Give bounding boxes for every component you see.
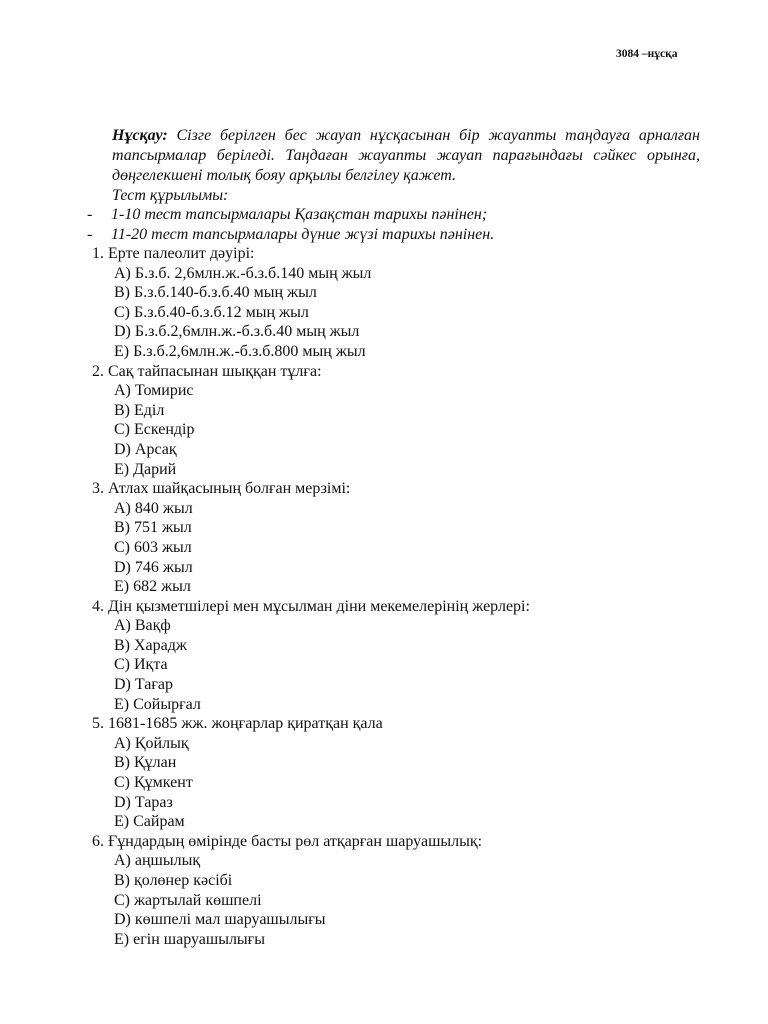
answer-option-d: D) Арсақ bbox=[114, 440, 177, 458]
question-text: 3. Атлах шайқасының болған мерзімі: bbox=[92, 480, 351, 498]
answer-option-a: A) Томирис bbox=[114, 382, 194, 400]
answer-option-e: E) Б.з.б.2,6млн.ж.-б.з.б.800 мың жыл bbox=[114, 342, 366, 360]
structure-item bbox=[87, 225, 494, 245]
instructions-text: Сізге берілген бес жауап нұсқасынан бір жауапты таңдауға арналған тапсырмалар беріледі. Таңдаған жауапты жауап парағындағы сәйкес орынға, дөңгелекшені толық бояу арқылы белгілеу қажет. bbox=[112, 127, 700, 184]
answer-option-b: B) қолөнер кәсібі bbox=[114, 872, 233, 889]
answer-option-d: D) көшпелі мал шаруашылығы bbox=[114, 911, 326, 929]
answer-option-e: E) Сойырғал bbox=[114, 695, 201, 713]
answer-option-c: C) 603 жыл bbox=[114, 538, 192, 556]
answer-option-e: E) егін шаруашылығы bbox=[114, 930, 265, 948]
answer-option-a: A) аңшылық bbox=[114, 852, 201, 870]
question-text: 2. Сақ тайпасынан шыққан тұлға: bbox=[92, 362, 322, 380]
answer-option-b: B) 751 жыл bbox=[114, 519, 192, 537]
answer-option-e: E) 682 жыл bbox=[114, 578, 191, 596]
answer-option-b: B) Құлан bbox=[114, 754, 177, 772]
answer-option-d: D) Тағар bbox=[114, 676, 174, 694]
list-dash: - bbox=[87, 226, 93, 243]
instructions-label: Нұсқау: bbox=[112, 127, 168, 144]
structure-item bbox=[87, 205, 487, 225]
answer-option-a: A) Қойлық bbox=[114, 734, 189, 752]
answer-option-c: C) жартылай көшпелі bbox=[114, 891, 262, 909]
test-structure-title: Тест құрылымы: bbox=[112, 187, 229, 204]
answer-option-e: E) Дарий bbox=[114, 460, 177, 478]
question-list bbox=[92, 244, 692, 949]
question-6 bbox=[92, 832, 692, 950]
question-3 bbox=[92, 479, 692, 597]
answer-option-a: A) Вақф bbox=[114, 617, 171, 635]
answer-option-e: E) Сайрам bbox=[114, 813, 185, 831]
answer-option-a: A) Б.з.б. 2,6млн.ж.-б.з.б.140 мың жыл bbox=[114, 264, 372, 282]
answer-option-c: C) Құмкент bbox=[114, 774, 193, 792]
answer-option-c: C) Б.з.б.40-б.з.б.12 мың жыл bbox=[114, 303, 309, 321]
answer-option-c: C) Ескендір bbox=[114, 421, 195, 439]
answer-option-c: C) Иқта bbox=[114, 656, 168, 674]
list-dash: - bbox=[87, 206, 93, 223]
answer-option-b: B) Харадж bbox=[114, 636, 187, 654]
question-text: 6. Ғұндардың өмірінде басты рөл атқарған шаруашылық: bbox=[92, 832, 483, 850]
question-text: 5. 1681-1685 жж. жоңғарлар қиратқан қала bbox=[92, 715, 383, 733]
question-1 bbox=[92, 244, 692, 362]
structure-item-text: 11-20 тест тапсырмалары дүние жүзі тарихы пәнінен. bbox=[111, 226, 495, 243]
question-text: 4. Дін қызметшілері мен мұсылман діни мекемелерінің жерлері: bbox=[92, 597, 530, 615]
structure-item-text: 1-10 тест тапсырмалары Қазақстан тарихы пәнінен; bbox=[111, 206, 488, 223]
question-text: 1. Ерте палеолит дәуірі: bbox=[92, 245, 255, 262]
answer-option-d: D) Б.з.б.2,6млн.ж.-б.з.б.40 мың жыл bbox=[114, 323, 360, 341]
answer-option-b: B) Б.з.б.140-б.з.б.40 мың жыл bbox=[114, 284, 317, 302]
answer-option-a: A) 840 жыл bbox=[114, 499, 193, 517]
variant-number: 3084 –нұсқа bbox=[616, 48, 678, 60]
question-2 bbox=[92, 362, 692, 480]
answer-option-d: D) Тараз bbox=[114, 793, 173, 811]
question-4 bbox=[92, 597, 692, 715]
answer-option-b: B) Еділ bbox=[114, 401, 165, 419]
question-5 bbox=[92, 714, 692, 832]
instructions bbox=[112, 126, 700, 186]
answer-option-d: D) 746 жыл bbox=[114, 558, 193, 576]
